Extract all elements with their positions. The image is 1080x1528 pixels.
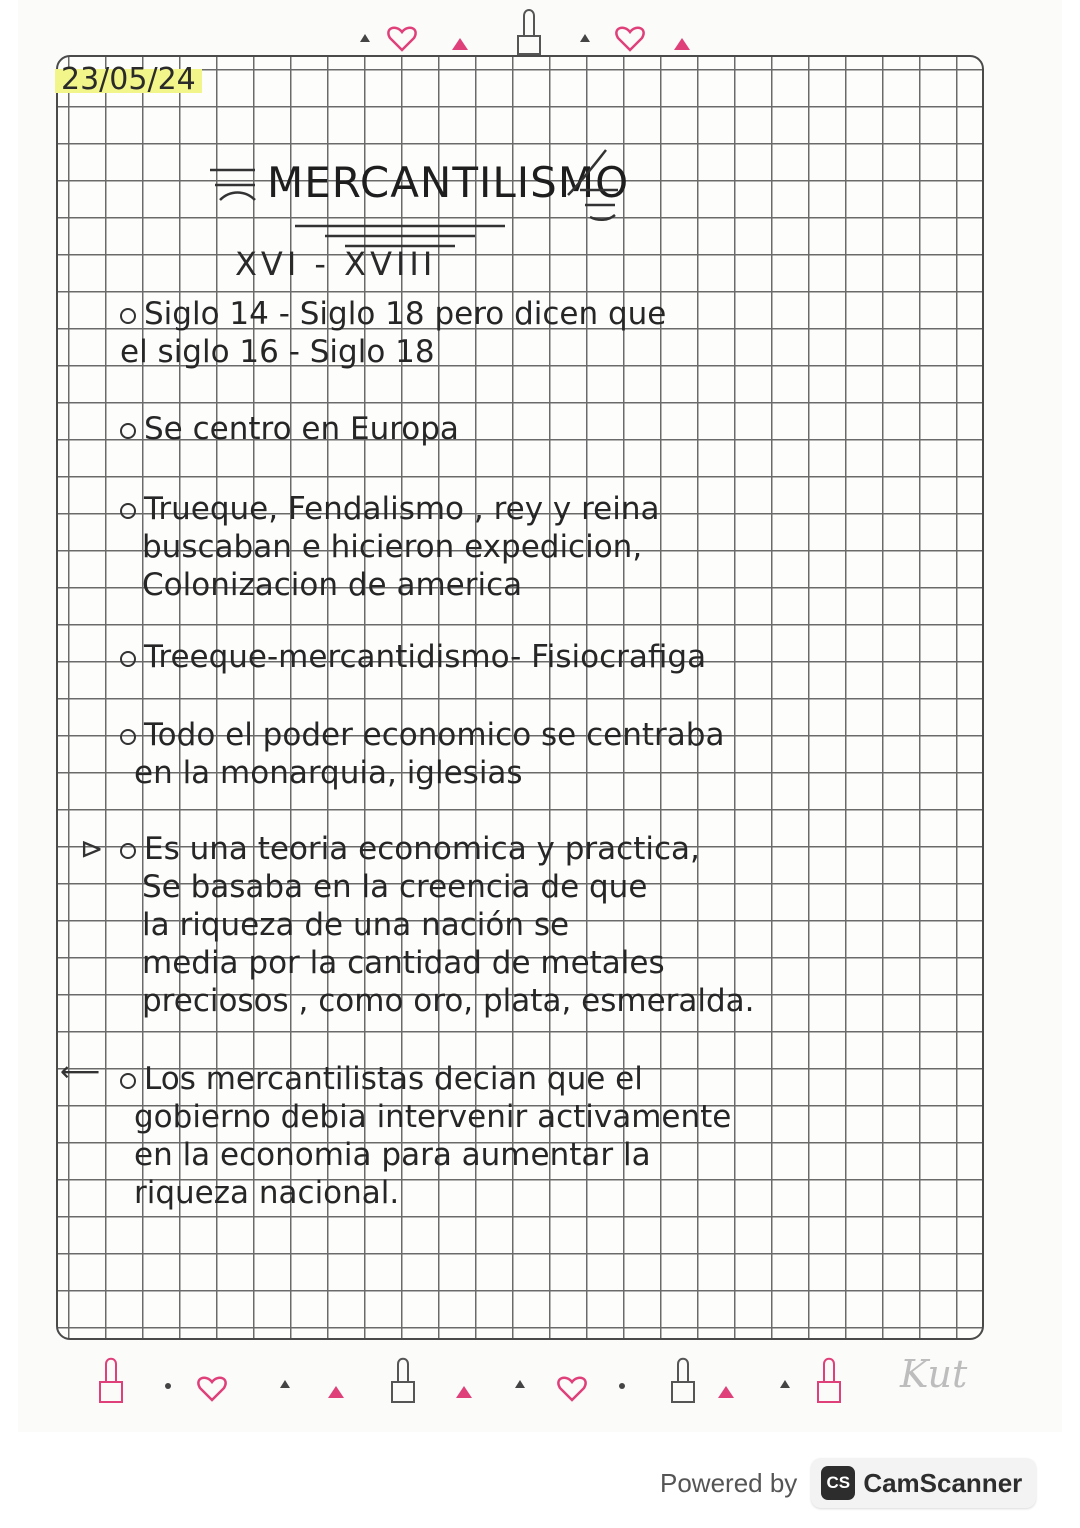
bullet-icon — [120, 503, 136, 519]
note-line: en la economia para aumentar la — [134, 1137, 651, 1173]
bullet-icon — [120, 729, 136, 745]
note-line: Trueque, Fendalismo , rey y reina — [120, 490, 660, 528]
note-line: Es una teoria economica y practica, — [120, 830, 755, 868]
note-item-4 — [120, 638, 706, 676]
note-item-6 — [120, 830, 755, 1020]
bullet-icon — [120, 1073, 136, 1089]
powered-by-label: Powered by — [660, 1467, 798, 1498]
bullet-icon — [120, 843, 136, 859]
note-line: Treeque-mercantidismo- Fisiocrafiga — [120, 638, 706, 676]
camscanner-logo-icon: CS — [821, 1466, 855, 1500]
camscanner-watermark — [660, 1458, 1036, 1508]
note-line: el siglo 16 - Siglo 18 — [120, 334, 435, 370]
page-subtitle: XVI - XVIII — [235, 245, 437, 283]
bullet-icon — [120, 651, 136, 667]
page-title: MERCANTILISMO — [267, 158, 630, 207]
note-line: la riqueza de una nación se — [142, 907, 570, 943]
note-item-2 — [120, 410, 459, 448]
note-line: en la monarquia, iglesias — [134, 755, 523, 791]
note-line: Colonizacion de america — [142, 567, 523, 603]
note-item-5 — [120, 716, 724, 792]
note-line: riqueza nacional. — [134, 1175, 400, 1211]
bullet-icon — [120, 308, 136, 324]
camscanner-badge — [811, 1458, 1036, 1508]
date-label: 23/05/24 — [55, 62, 202, 97]
signature: Kut — [900, 1352, 968, 1396]
note-line: Todo el poder economico se centraba — [120, 716, 724, 754]
note-item-1 — [120, 295, 666, 371]
note-line: Se basaba en la creencia de que — [142, 869, 648, 905]
note-item-7 — [120, 1060, 731, 1212]
title-block — [205, 140, 630, 250]
bottom-decoration — [90, 1352, 870, 1412]
camscanner-brand-name: CamScanner — [863, 1467, 1023, 1498]
note-line: buscaban e hicieron expedicion, — [142, 529, 643, 565]
note-item-3 — [120, 490, 660, 604]
title-flourish-right — [560, 145, 625, 225]
note-line: Los mercantilistas decian que el — [120, 1060, 731, 1098]
arrow-marker-icon: ⊳ — [80, 832, 104, 865]
arrow-marker-icon: ⟵ — [60, 1055, 101, 1088]
note-line: gobierno debia intervenir activamente — [134, 1099, 732, 1135]
note-line: preciosos , como oro, plata, esmeralda. — [142, 983, 755, 1019]
title-flourish-left — [205, 150, 265, 230]
note-line: Se centro en Europa — [120, 410, 459, 448]
top-decoration — [340, 2, 700, 58]
note-line: media por la cantidad de metales — [142, 945, 665, 981]
note-line: Siglo 14 - Siglo 18 pero dicen que — [120, 295, 666, 333]
bullet-icon — [120, 423, 136, 439]
